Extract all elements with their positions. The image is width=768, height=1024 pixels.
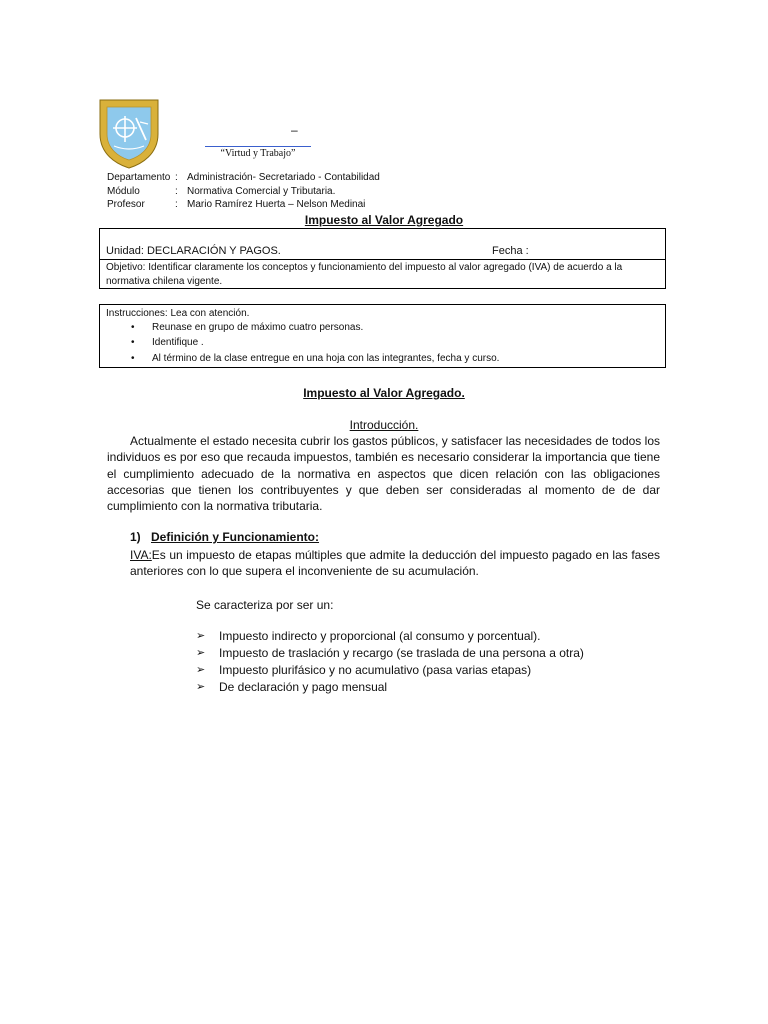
bullet-icon: •	[131, 337, 135, 348]
instructions-box	[99, 304, 666, 368]
document-title: Impuesto al Valor Agregado	[304, 213, 464, 227]
iva-label: IVA:	[130, 548, 152, 562]
iva-definition	[130, 547, 660, 580]
section-1-title: Definición y Funcionamiento:	[151, 530, 320, 544]
header-dash: –	[291, 123, 298, 137]
meta-colon: :	[175, 172, 178, 183]
instruction-text: Identifique .	[152, 337, 204, 348]
instruction-text: Al término de la clase entregue en una hoja con las integrantes, fecha y curso.	[152, 353, 500, 364]
feature-text: Impuesto indirecto y proporcional (al consumo y porcentual).	[219, 629, 541, 643]
bullet-icon: •	[131, 322, 135, 333]
objective-text: Objetivo: Identificar claramente los conceptos y funcionamiento del impuesto al valor agregado (IVA) de acuerdo a la normativa chilena vigente.	[106, 262, 623, 287]
meta-value: Administración- Secretariado - Contabilidad	[187, 172, 380, 183]
meta-colon: :	[175, 186, 178, 197]
motto-underline	[205, 146, 311, 147]
intro-heading: Introducción.	[349, 418, 419, 432]
arrow-bullet-icon: ➢	[196, 630, 206, 642]
unit-label: Unidad: DECLARACIÓN Y PAGOS.	[106, 245, 281, 257]
meta-value: Mario Ramírez Huerta – Nelson Medinai	[187, 199, 366, 210]
arrow-bullet-icon: ➢	[196, 681, 206, 693]
section-title: Impuesto al Valor Agregado.	[303, 386, 465, 400]
date-label: Fecha :	[492, 245, 529, 257]
intro-paragraph: Actualmente el estado necesita cubrir los gastos públicos, y satisfacer las necesidades de todos los individuos es por eso que recauda impuestos, también es necesario considerar la importancia que tiene el cumplimiento adecuado de la normativa en aspectos que dicen relación con las obligaciones accesorias que tienen los contribuyentes y que deben ser consideradas al momento de de dar cumplimiento con la normativa tributaria.	[107, 434, 660, 514]
instruction-item	[131, 321, 364, 335]
school-motto: “Virtud y Trabajo”	[220, 148, 296, 159]
instruction-item	[131, 336, 204, 350]
feature-text: Impuesto plurifásico y no acumulativo (pasa varias etapas)	[219, 663, 532, 677]
meta-label: Profesor	[107, 199, 145, 210]
bullet-icon: •	[131, 353, 135, 364]
meta-label: Departamento	[107, 172, 171, 183]
feature-text: Impuesto de traslación y recargo (se traslada de una persona a otra)	[219, 646, 584, 660]
characterized-intro: Se caracteriza por ser un:	[196, 598, 334, 612]
arrow-bullet-icon: ➢	[196, 647, 206, 659]
iva-text: Es un impuesto de etapas múltiples que admite la deducción del impuesto pagado en las fases anteriores con lo que supera el inconveniente de su acumulación.	[130, 548, 660, 579]
meta-value: Normativa Comercial y Tributaria.	[187, 186, 336, 197]
section-number: 1)	[130, 530, 141, 544]
feature-text: De declaración y pago mensual	[219, 680, 388, 694]
arrow-bullet-icon: ➢	[196, 664, 206, 676]
instruction-text: Reunase en grupo de máximo cuatro personas.	[152, 322, 364, 333]
instructions-heading: Instrucciones: Lea con atención.	[106, 308, 250, 319]
meta-colon: :	[175, 199, 178, 210]
meta-label: Módulo	[107, 186, 140, 197]
instruction-item	[131, 352, 500, 366]
school-crest-logo	[96, 96, 162, 170]
unit-box	[99, 228, 666, 289]
